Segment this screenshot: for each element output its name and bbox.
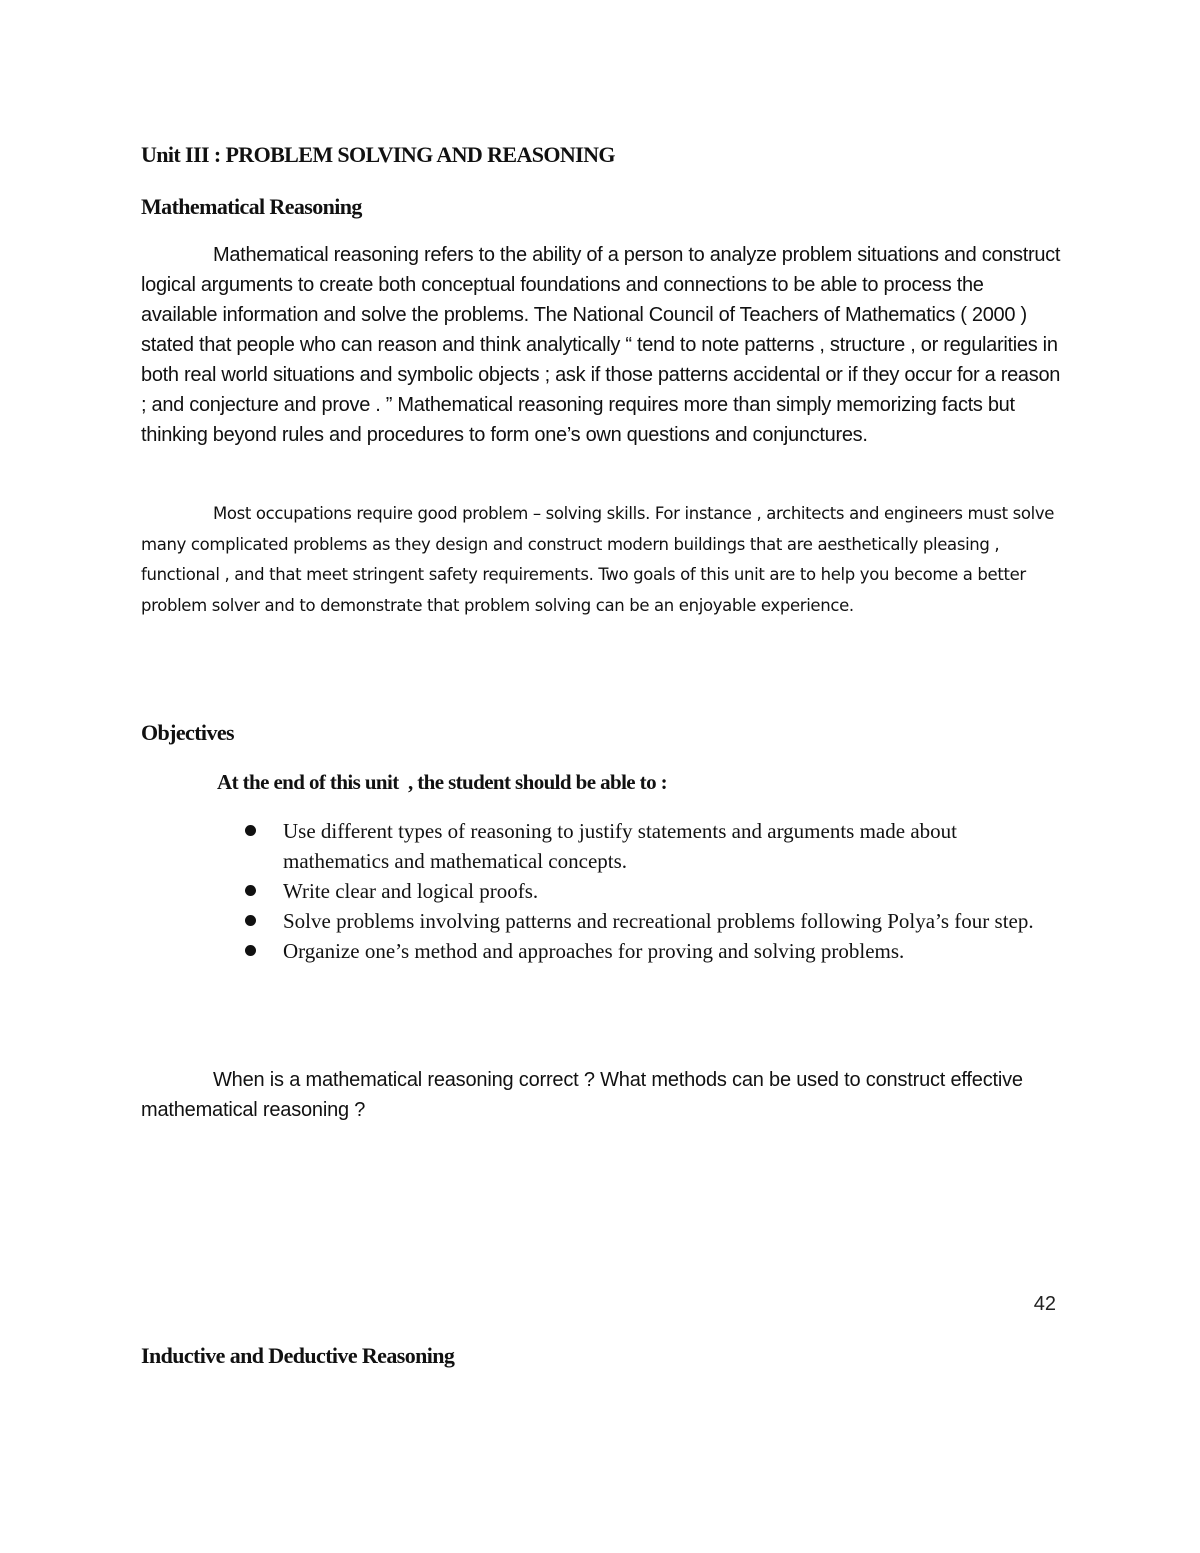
intro-paragraph xyxy=(141,240,1061,450)
list-item xyxy=(241,936,1041,966)
bullet-icon xyxy=(245,825,256,836)
bullet-icon xyxy=(245,945,256,956)
page-number: 42 xyxy=(1033,1293,1056,1315)
objectives-title: Objectives xyxy=(141,720,234,745)
list-item-text: Organize one’s method and approaches for proving and solving problems. xyxy=(283,939,905,963)
intro-paragraph-text: Mathematical reasoning refers to the ability of a person to analyze problem situations and construct logical arguments to create both conceptual foundations and connections to be able to process the available information and solve the problems. The National Council of Teachers of Mathematics ( 2000 ) stated that people who can reason and think analytically “ tend to note patterns , structure , or regularities in both real world situations and symbolic objects ; ask if those patterns accidental or if they occur for a reason ; and conjecture and prove . ” Mathematical reasoning requires more than simply memorizing facts but thinking beyond rules and procedures to form one’s own questions and conjunctures. xyxy=(141,244,1061,446)
list-item xyxy=(241,906,1041,936)
list-item xyxy=(241,876,1041,906)
list-item-text: Solve problems involving patterns and recreational problems following Polya’s four step. xyxy=(283,909,1034,933)
section-title: Mathematical Reasoning xyxy=(141,194,362,219)
bullet-icon xyxy=(245,885,256,896)
list-item-text: Use different types of reasoning to justify statements and arguments made about mathematics and mathematical concepts. xyxy=(283,819,957,873)
unit-title: Unit III : PROBLEM SOLVING AND REASONING xyxy=(141,142,615,167)
occupations-paragraph-text: Most occupations require good problem – solving skills. For instance , architects and engineers must solve many complicated problems as they design and construct modern buildings that are aesthetically pleasing , functional , and that meet stringent safety requirements. Two goals of this unit are to help you become a better problem solver and to demonstrate that problem solving can be an enjoyable experience. xyxy=(141,504,1055,615)
objectives-lead: At the end of this unit , the student should be able to : xyxy=(217,770,668,794)
question-paragraph xyxy=(141,1065,1041,1125)
list-item-text: Write clear and logical proofs. xyxy=(283,879,539,903)
objectives-list xyxy=(241,816,1041,966)
bullet-icon xyxy=(245,915,256,926)
list-item xyxy=(241,816,1041,876)
question-paragraph-text: When is a mathematical reasoning correct ? What methods can be used to construct effective mathematical reasoning ? xyxy=(141,1069,1023,1121)
occupations-paragraph xyxy=(141,499,1061,621)
next-section-title: Inductive and Deductive Reasoning xyxy=(141,1343,455,1368)
